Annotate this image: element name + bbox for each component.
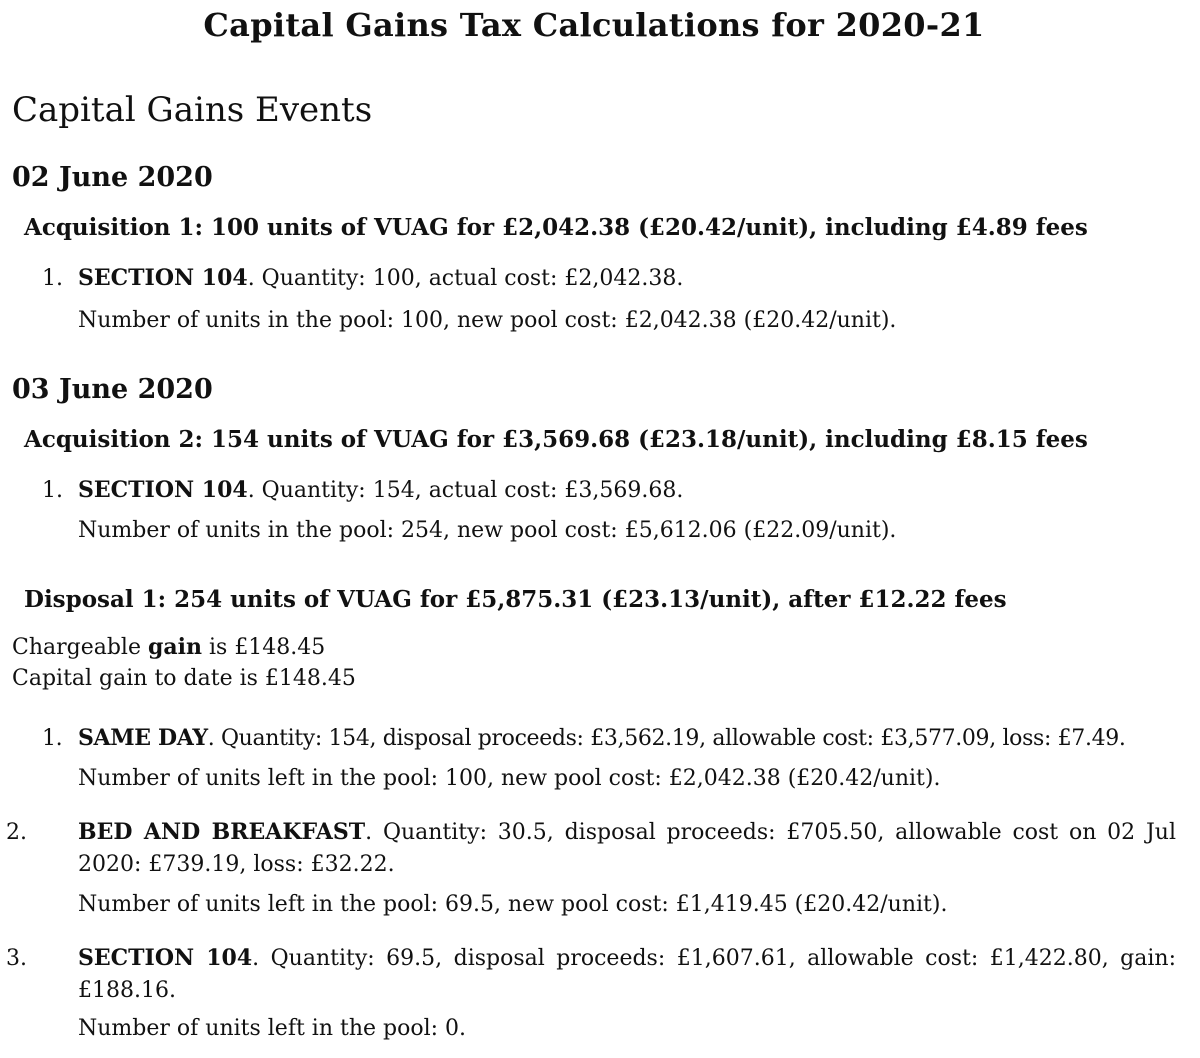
rule-name: SAME DAY (78, 725, 208, 751)
rule-name: SECTION 104 (78, 477, 248, 503)
item-number: 1. (42, 266, 63, 291)
rule-name: BED AND BREAKFAST (78, 819, 366, 845)
pool-summary: Number of units left in the pool: 100, new pool cost: £2,042.38 (£20.42/unit). (78, 766, 941, 791)
rule-name: SECTION 104 (78, 265, 248, 291)
event-heading: Acquisition 2: 154 units of VUAG for £3,569.68 (£23.18/unit), including £8.15 fees (24, 426, 1088, 453)
gain-prefix: Chargeable (12, 635, 148, 660)
list-item (6, 942, 1176, 1007)
pool-summary: Number of units left in the pool: 69.5, new pool cost: £1,419.45 (£20.42/unit). (78, 892, 948, 917)
gain-to-date: Capital gain to date is £148.45 (12, 666, 356, 691)
item-detail: . Quantity: 154, actual cost: £3,569.68. (247, 478, 684, 503)
pool-summary: Number of units in the pool: 254, new pool cost: £5,612.06 (£22.09/unit). (78, 518, 897, 543)
pool-summary: Number of units left in the pool: 0. (78, 1016, 467, 1041)
event-heading: Acquisition 1: 100 units of VUAG for £2,042.38 (£20.42/unit), including £4.89 fees (24, 214, 1088, 241)
item-detail: . Quantity: 100, actual cost: £2,042.38. (247, 266, 684, 291)
item-detail: . Quantity: 30.5, disposal proceeds: £705.50, allowable cost on 02 Jul 2020: £739.19, loss: £32.22. (78, 820, 1176, 877)
gain-amount: is £148.45 (202, 635, 326, 660)
date-heading: 03 June 2020 (12, 374, 213, 405)
item-number: 1. (42, 726, 63, 751)
list-item (42, 262, 1176, 295)
item-detail: . Quantity: 154, disposal proceeds: £3,562.19, allowable cost: £3,577.09, loss: £7.49. (207, 726, 1126, 751)
chargeable-gain (12, 634, 325, 660)
list-item (42, 474, 1176, 507)
event-heading: Disposal 1: 254 units of VUAG for £5,875.31 (£23.13/unit), after £12.22 fees (24, 586, 1007, 613)
item-number: 3. (6, 946, 27, 971)
list-item (42, 722, 1176, 755)
section-heading: Capital Gains Events (12, 90, 373, 130)
item-number: 1. (42, 478, 63, 503)
page-title: Capital Gains Tax Calculations for 2020-21 (203, 6, 985, 44)
list-item (6, 816, 1176, 881)
rule-name: SECTION 104 (78, 945, 253, 971)
item-number: 2. (6, 820, 27, 845)
date-heading: 02 June 2020 (12, 162, 213, 193)
gain-word: gain (148, 634, 202, 660)
item-detail: . Quantity: 69.5, disposal proceeds: £1,607.61, allowable cost: £1,422.80, gain: £188.16. (78, 946, 1176, 1003)
pool-summary: Number of units in the pool: 100, new pool cost: £2,042.38 (£20.42/unit). (78, 308, 897, 333)
